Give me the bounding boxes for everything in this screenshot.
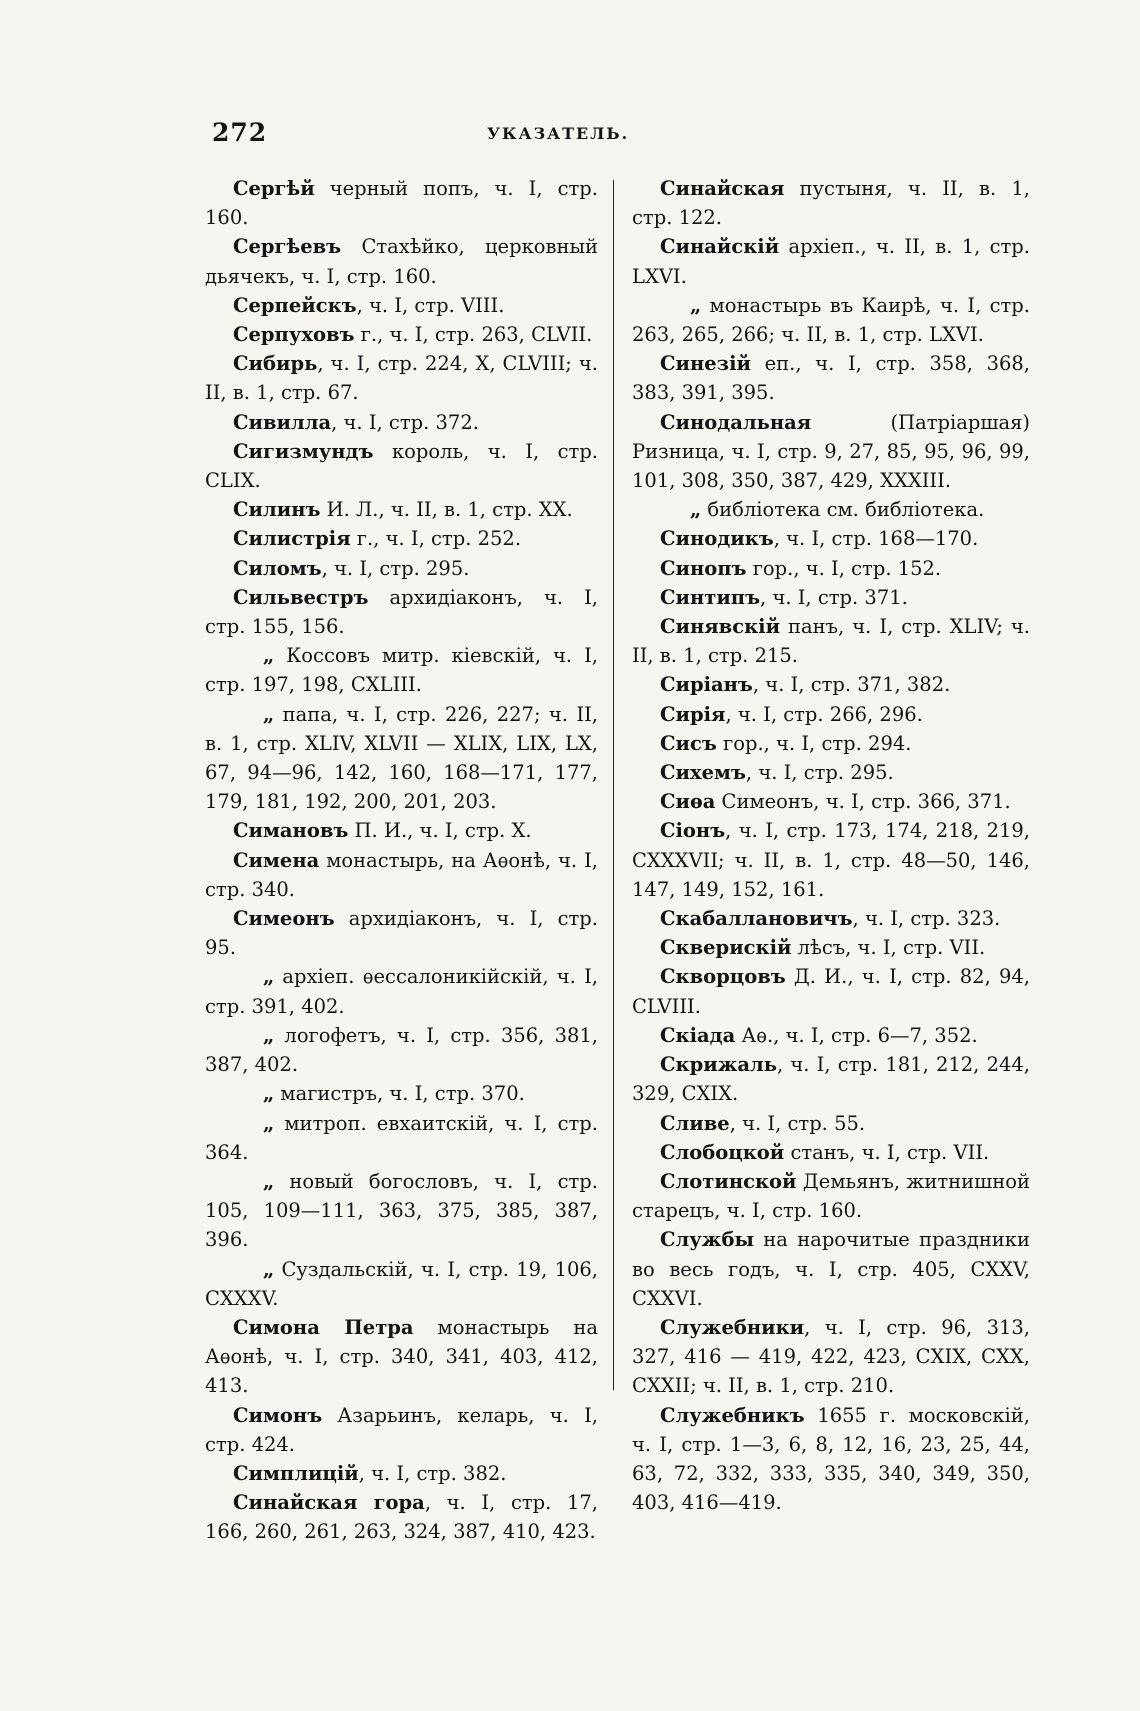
- running-title: УКАЗАТЕЛЬ.: [487, 124, 630, 143]
- index-entry: [205, 1255, 598, 1313]
- index-entry-text: монастырь, на Аѳонѣ, ч. I, стр. 340.: [205, 848, 598, 901]
- index-entry-text: панъ, ч. I, стр. XLIV; ч. II, в. 1, стр. 215.: [632, 615, 1030, 668]
- index-entry-head: „: [263, 1111, 275, 1135]
- index-entry-text: , ч. I, стр. VIII.: [356, 293, 505, 317]
- index-entry-head: „: [690, 293, 702, 317]
- index-entry-head: „: [263, 1169, 275, 1193]
- index-entry-text: Демьянъ, житнишной старецъ, ч. I, стр. 160.: [632, 1169, 1030, 1223]
- index-entry: [632, 408, 1030, 496]
- index-entry-text: монастырь на Аѳонѣ, ч. I, стр. 340, 341, 403, 412, 413.: [205, 1315, 598, 1398]
- index-entry-head: „: [263, 1023, 275, 1047]
- index-entry-head: Сиѳа: [660, 790, 716, 814]
- index-entry-text: Аѳ., ч. I, стр. 6—7, 352.: [735, 1023, 978, 1047]
- index-entry-text: , ч. I, стр. 224, X, CLVIII; ч. II, в. 1, стр. 67.: [205, 352, 598, 405]
- index-entry-head: Силомъ: [233, 556, 322, 580]
- index-entry-head: Скверискій: [660, 936, 792, 960]
- index-entry-head: „: [690, 498, 702, 522]
- index-entry: [632, 524, 1030, 553]
- index-entry-head: Синопъ: [660, 556, 747, 580]
- index-entry: [205, 320, 598, 349]
- index-entry-text: , ч. I, стр. 17, 166, 260, 261, 263, 324, 387, 410, 423.: [205, 1491, 598, 1544]
- index-entry-head: Служебникъ: [660, 1403, 805, 1427]
- index-entry-text: Д. И., ч. I, стр. 82, 94, CLVIII.: [632, 965, 1030, 1018]
- index-entry-head: Силинъ: [233, 498, 321, 522]
- index-entry: [632, 1138, 1030, 1167]
- index-entry: [632, 554, 1030, 583]
- index-entry-head: Скрижаль: [660, 1053, 778, 1077]
- index-entry-head: Сисъ: [660, 731, 717, 755]
- index-entry: [205, 437, 598, 495]
- column-divider: [613, 180, 614, 1390]
- index-entry: [205, 349, 598, 407]
- index-entry-text: , ч. I, стр. 323.: [852, 907, 1001, 931]
- index-entry-text: , ч. I, стр. 181, 212, 244, 329, CXIX.: [632, 1053, 1030, 1106]
- index-entry: [632, 349, 1030, 407]
- index-entry-text: , ч. I, стр. 382.: [358, 1461, 507, 1485]
- index-entry: [632, 816, 1030, 904]
- index-entry-text: , ч. I, стр. 168—170.: [773, 527, 979, 551]
- index-entry-text: король, ч. I, стр. CLIX.: [205, 439, 598, 493]
- index-entry: [632, 962, 1030, 1020]
- index-entry: [632, 670, 1030, 699]
- index-entry: [205, 1488, 598, 1546]
- index-entry-text: станъ, ч. I, стр. VII.: [784, 1140, 990, 1164]
- index-entry: [632, 174, 1030, 232]
- index-entry: [205, 291, 598, 320]
- index-entry: [632, 933, 1030, 962]
- index-entry-head: Симплицій: [233, 1461, 359, 1485]
- index-entry-text: пустыня, ч. II, в. 1, стр. 122.: [632, 177, 1030, 230]
- index-entry-head: Синявскій: [660, 615, 781, 639]
- index-entry: [205, 1109, 598, 1167]
- index-entry: [205, 816, 598, 845]
- index-entry: [632, 1225, 1030, 1313]
- index-entry-text: архидіаконъ, ч. I, стр. 155, 156.: [205, 585, 598, 639]
- index-entry: [632, 1021, 1030, 1050]
- index-entry: [205, 408, 598, 437]
- index-entry: [632, 1313, 1030, 1401]
- index-entry: [205, 1167, 598, 1255]
- index-entry-text: , ч. I, стр. 295.: [321, 556, 470, 580]
- index-entry: [205, 1401, 598, 1459]
- index-entry: [632, 1167, 1030, 1225]
- index-entry-text: магистръ, ч. I, стр. 370.: [274, 1082, 525, 1106]
- index-entry-text: Стахѣйко, церковный дьячекъ, ч. I, стр. 160.: [205, 235, 598, 288]
- index-entry: [205, 641, 598, 699]
- index-entry-text: , ч. I, стр. 173, 174, 218, 219, CXXXVII; ч. II, в. 1, стр. 48—50, 146, 147, 149, 152, 161.: [632, 819, 1030, 901]
- index-entry: [205, 1313, 598, 1401]
- index-entry: [205, 1079, 598, 1108]
- index-entry-text: митроп. евхаитскій, ч. I, стр. 364.: [205, 1111, 598, 1164]
- index-entry-text: , ч. I, стр. 266, 296.: [725, 702, 923, 726]
- index-entry-head: Слобоцкой: [660, 1140, 785, 1164]
- index-entry: [205, 962, 598, 1020]
- index-entry-head: Сергѣй: [233, 177, 315, 200]
- index-entry-head: Скабаллановичъ: [660, 907, 853, 931]
- index-entry-head: Сихемъ: [660, 761, 746, 785]
- index-entry-text: 1655 г. московскій, ч. I, стр. 1—3, 6, 8, 12, 16, 23, 25, 44, 63, 72, 332, 333, 335, 340, 349, 350, 403, 416—419.: [632, 1403, 1030, 1515]
- page-number: 272: [212, 118, 268, 147]
- index-entry-head: Силистрія: [233, 527, 351, 551]
- index-entry-head: Синайская: [660, 177, 785, 200]
- index-entry-head: Синодальная: [660, 410, 812, 434]
- index-entry: [632, 495, 1030, 524]
- index-entry-text: , ч. I, стр. 295.: [745, 761, 894, 785]
- index-entry-head: Сіонъ: [660, 819, 726, 843]
- index-entry: [205, 232, 598, 290]
- index-entry-text: г., ч. I, стр. 263, CLVII.: [354, 323, 593, 347]
- index-entry-text: , ч. I, стр. 372.: [331, 410, 479, 434]
- index-entry-text: И. Л., ч. II, в. 1, стр. XX.: [320, 498, 573, 522]
- index-entry-text: Симеонъ, ч. I, стр. 366, 371.: [715, 790, 1011, 814]
- index-column-right: [632, 174, 1030, 1517]
- index-entry-head: „: [263, 644, 275, 668]
- index-entry-head: Симена: [233, 848, 320, 872]
- index-entry: [205, 583, 598, 641]
- index-entry-head: Сливе: [660, 1111, 730, 1135]
- index-entry-text: , ч. I, стр. 55.: [729, 1111, 866, 1135]
- index-entry: [632, 612, 1030, 670]
- index-entry: [632, 291, 1030, 349]
- index-entry-head: Симановъ: [233, 819, 349, 843]
- index-entry-text: папа, ч. I, стр. 226, 227; ч. II, в. 1, стр. XLIV, XLVII — XLIX, LIX, LX, 67, 94—96, 142, 160, 168—171, 177, 179, 181, 192, 200, 201, 203.: [205, 702, 598, 814]
- index-entry-head: Серпейскъ: [233, 293, 357, 317]
- index-entry-head: „: [263, 1257, 275, 1281]
- index-entry-text: библіотека см. библіотека.: [701, 498, 985, 522]
- index-entry-head: Синезій: [660, 352, 751, 376]
- index-entry-head: „: [263, 702, 275, 726]
- index-entry: [632, 1401, 1030, 1518]
- index-entry-head: Симеонъ: [233, 907, 335, 931]
- index-entry: [632, 729, 1030, 758]
- index-entry-head: Сиріанъ: [660, 673, 753, 697]
- index-entry-text: черный попъ, ч. I, стр. 160.: [205, 177, 598, 230]
- index-entry: [632, 1109, 1030, 1138]
- index-entry: [205, 904, 598, 962]
- index-entry-text: на нарочитые праздники во весь годъ, ч. I, стр. 405, CXXV, CXXVI.: [632, 1228, 1030, 1310]
- index-entry-text: лѣсъ, ч. I, стр. VII.: [791, 936, 986, 960]
- index-entry-text: архіеп., ч. II, в. 1, стр. LXVI.: [632, 235, 1030, 288]
- index-entry: [205, 1459, 598, 1488]
- index-entry-head: Сирія: [660, 702, 726, 726]
- index-entry-text: еп., ч. I, стр. 358, 368, 383, 391, 395.: [632, 352, 1030, 405]
- index-entry: [632, 787, 1030, 816]
- index-entry-head: Симона Петра: [233, 1315, 414, 1339]
- index-entry-text: П. И., ч. I, стр. X.: [348, 819, 532, 843]
- index-entry-head: „: [263, 965, 275, 989]
- index-entry-text: архидіаконъ, ч. I, стр. 95.: [205, 907, 598, 960]
- index-entry-head: Сильвестръ: [233, 585, 369, 609]
- index-entry-text: Суздальскій, ч. I, стр. 19, 106, CXXXV.: [205, 1257, 598, 1310]
- index-entry-head: Синодикъ: [660, 527, 774, 551]
- index-entry: [632, 904, 1030, 933]
- index-entry-head: Синтипъ: [660, 585, 761, 609]
- index-entry-text: Коссовъ митр. кіевскій, ч. I, стр. 197, 198, CXLIII.: [205, 644, 598, 697]
- index-entry: [205, 700, 598, 817]
- index-entry-text: г., ч. I, стр. 252.: [350, 527, 522, 551]
- index-entry: [632, 758, 1030, 787]
- index-entry-head: Слотинской: [660, 1169, 797, 1193]
- index-entry-head: Сигизмундъ: [233, 439, 374, 463]
- index-column-left: [205, 174, 598, 1547]
- index-entry-text: гор., ч. I, стр. 294.: [716, 731, 912, 755]
- index-entry-text: новый богословъ, ч. I, стр. 105, 109—111, 363, 375, 385, 387, 396.: [205, 1169, 598, 1252]
- index-entry-text: , ч. I, стр. 371.: [760, 585, 908, 609]
- index-entry: [205, 524, 598, 553]
- index-entry-head: Симонъ: [233, 1403, 323, 1427]
- index-entry-head: Синайскій: [660, 235, 780, 259]
- index-entry-head: Скіада: [660, 1023, 736, 1047]
- index-entry-text: (Патріаршая) Ризница, ч. I, стр. 9, 27, 85, 95, 96, 99, 101, 308, 350, 387, 429, XXXIII.: [632, 410, 1030, 493]
- index-entry-text: логофетъ, ч. I, стр. 356, 381, 387, 402.: [205, 1023, 598, 1077]
- index-entry-head: Сергѣевъ: [233, 235, 342, 259]
- index-entry: [205, 174, 598, 232]
- index-entry-head: Скворцовъ: [660, 965, 786, 989]
- index-entry: [205, 554, 598, 583]
- index-entry-head: Служебники: [660, 1315, 805, 1339]
- index-entry: [632, 583, 1030, 612]
- index-entry-head: Серпуховъ: [233, 323, 355, 347]
- index-entry: [632, 232, 1030, 290]
- index-entry-text: Азарьинъ, келарь, ч. I, стр. 424.: [205, 1403, 598, 1456]
- index-entry-head: Синайская гора: [233, 1491, 425, 1515]
- index-entry-head: Сибирь: [233, 352, 318, 376]
- index-entry-head: Сивилла: [233, 410, 332, 434]
- index-entry: [205, 495, 598, 524]
- index-entry-text: гор., ч. I, стр. 152.: [746, 556, 942, 580]
- index-entry: [205, 1021, 598, 1079]
- index-entry-head: Службы: [660, 1228, 754, 1252]
- index-entry-text: , ч. I, стр. 371, 382.: [752, 673, 951, 697]
- index-entry-head: „: [263, 1082, 275, 1106]
- index-entry: [632, 700, 1030, 729]
- index-entry-text: архіеп. ѳессалоникійскій, ч. I, стр. 391, 402.: [205, 965, 598, 1018]
- page-header: [212, 118, 692, 158]
- index-entry: [632, 1050, 1030, 1108]
- index-entry: [205, 846, 598, 904]
- index-entry-text: монастырь въ Каирѣ, ч. I, стр. 263, 265, 266; ч. II, в. 1, стр. LXVI.: [632, 293, 1030, 347]
- index-entry-text: , ч. I, стр. 96, 313, 327, 416 — 419, 422, 423, CXIX, CXX, CXXII; ч. II, в. 1, стр. 210.: [632, 1315, 1030, 1398]
